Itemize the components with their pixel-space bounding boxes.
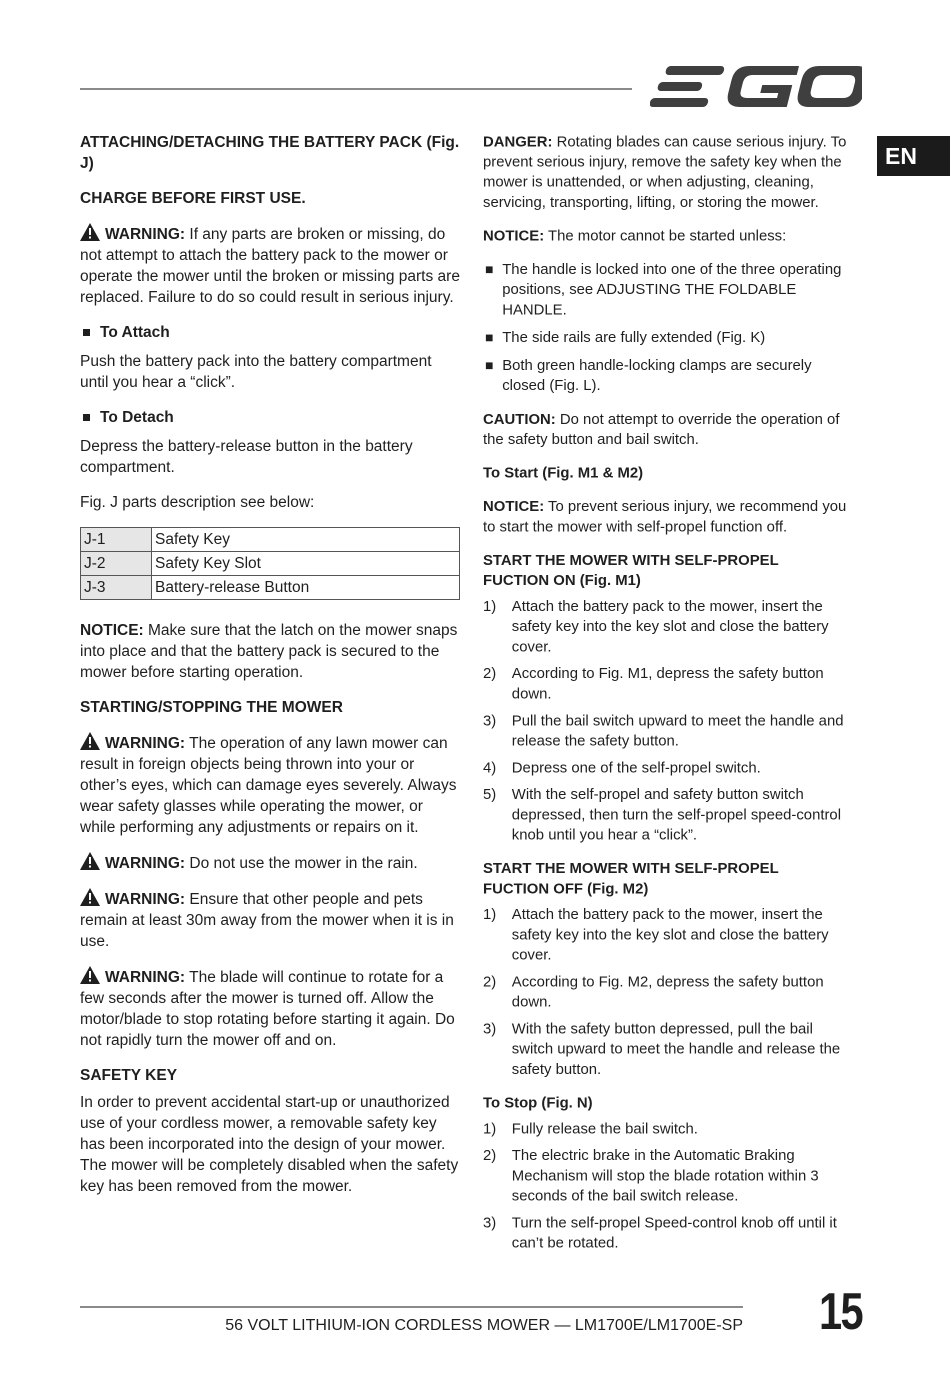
to-attach-heading: To Attach xyxy=(80,322,460,343)
danger-text: Rotating blades can cause serious injury. To prevent serious injury, remove the safety key when the mower is unattended, or when adjusting, cleaning, servicing, transporting, lifting, or storing the mower. xyxy=(483,133,847,211)
notice-label: NOTICE: xyxy=(80,622,144,639)
warning-label: WARNING: xyxy=(105,891,186,908)
list-item: 5) With the self-propel and safety button switch depressed, then turn the self-propel speed-control knob until you hear a “click”. xyxy=(483,786,842,844)
caution-label: CAUTION: xyxy=(483,411,556,428)
table-row xyxy=(81,576,460,600)
safety-key-text: In order to prevent accidental start-up or unauthorized use of your cordless mower, a removable safety key has been incorporated into the design of your mower. The mower will be completely disabled when the safety key has been removed from the mower. xyxy=(80,1094,459,1195)
caution-text: Do not attempt to override the operation of the safety button and bail switch. xyxy=(483,411,840,448)
warning-label: WARNING: xyxy=(105,969,186,986)
warning-broken-parts xyxy=(80,223,460,308)
list-item: 4) Depress one of the self-propel switch. xyxy=(483,759,761,777)
to-detach-text: Depress the battery-release button in the battery compartment. xyxy=(80,438,413,476)
list-item: 1) Attach the battery pack to the mower, insert the safety key into the key slot and close the battery cover. xyxy=(483,906,829,964)
starting-heading: STARTING/STOPPING THE MOWER xyxy=(80,699,343,716)
warning-text: If any parts are broken or missing, do not attempt to attach the battery pack to the mower or operate the mower until the broken or missing parts are replaced. Failure to do so could result in serious injury. xyxy=(80,226,460,306)
list-item: 2) According to Fig. M1, depress the safety button down. xyxy=(483,665,824,703)
part-code: J-1 xyxy=(81,528,152,552)
footer-rule xyxy=(80,1306,743,1308)
list-item: 3) With the safety button depressed, pull the bail switch upward to meet the handle and release the safety button. xyxy=(483,1020,841,1078)
header-rule xyxy=(80,88,632,90)
part-code: J-3 xyxy=(81,576,152,600)
warning-label: WARNING: xyxy=(105,735,186,752)
warning-label: WARNING: xyxy=(105,226,186,243)
list-item: 2) According to Fig. M2, depress the safety button down. xyxy=(483,973,824,1011)
warning-text: The operation of any lawn mower can result in foreign objects being thrown into your or other’s eyes, which can damage eyes severely. Always wear safety glasses while operating the mower, or while performing any adjustments or repairs on it. xyxy=(80,735,457,836)
list-item: The side rails are fully extended (Fig. K) xyxy=(483,328,848,348)
ego-logo xyxy=(650,62,862,112)
warning-icon xyxy=(80,888,100,906)
right-column xyxy=(483,132,848,1260)
caution-note xyxy=(483,409,848,449)
start-on-heading: START THE MOWER WITH SELF-PROPEL FUCTION ON (Fig. M1) xyxy=(483,552,779,589)
warning-text: Ensure that other people and pets remain at least 30m away from the mower when it is in use. xyxy=(80,891,454,950)
part-code: J-2 xyxy=(81,552,152,576)
parts-table xyxy=(80,527,460,600)
notice-self-propel xyxy=(483,497,848,537)
notice-label: NOTICE: xyxy=(483,228,545,245)
warning-eyes xyxy=(80,732,460,838)
warning-blade xyxy=(80,966,460,1051)
danger-label: DANGER: xyxy=(483,133,553,151)
notice-label: NOTICE: xyxy=(483,498,545,516)
to-detach-heading: To Detach xyxy=(80,407,460,428)
left-column xyxy=(80,132,460,1211)
warning-icon xyxy=(80,732,100,750)
list-item: The handle is locked into one of the three operating positions, see ADJUSTING THE FOLDABLE HANDLE. xyxy=(483,260,848,320)
warning-text: Do not use the mower in the rain. xyxy=(185,855,418,872)
list-item: 3) Pull the bail switch upward to meet the handle and release the safety button. xyxy=(483,712,844,750)
start-off-heading: START THE MOWER WITH SELF-PROPEL FUCTION OFF (Fig. M2) xyxy=(483,860,779,898)
footer-title: 56 VOLT LITHIUM-ION CORDLESS MOWER — LM1700E/LM1700E-SP xyxy=(225,1317,743,1334)
notice-text: To prevent serious injury, we recommend you to start the mower with self-propel function off. xyxy=(483,498,847,536)
part-desc: Battery-release Button xyxy=(152,576,460,600)
to-stop-heading: To Stop (Fig. N) xyxy=(483,1094,593,1112)
table-row xyxy=(81,528,460,552)
part-desc: Safety Key Slot xyxy=(152,552,460,576)
warning-label: WARNING: xyxy=(105,855,186,872)
fig-j-intro: Fig. J parts description see below: xyxy=(80,494,315,511)
warning-rain xyxy=(80,852,460,874)
list-item: Both green handle-locking clamps are securely closed (Fig. L). xyxy=(483,356,848,396)
warning-icon xyxy=(80,223,100,241)
to-start-heading: To Start (Fig. M1 & M2) xyxy=(483,465,644,482)
attach-heading: ATTACHING/DETACHING THE BATTERY PACK (Fig. J) xyxy=(80,134,460,172)
list-item: 1) Attach the battery pack to the mower, insert the safety key into the key slot and close the battery cover. xyxy=(483,598,829,656)
notice-motor xyxy=(483,226,848,246)
notice-text: Make sure that the latch on the mower snaps into place and that the battery pack is secured to the mower before starting operation. xyxy=(80,622,458,681)
list-item: 1) Fully release the bail switch. xyxy=(483,1120,698,1138)
to-attach-text: Push the battery pack into the battery compartment until you hear a “click”. xyxy=(80,353,432,391)
page-number: 15 xyxy=(819,1283,863,1341)
safety-key-heading: SAFETY KEY xyxy=(80,1067,178,1084)
charge-heading: CHARGE BEFORE FIRST USE. xyxy=(80,190,306,207)
warning-distance xyxy=(80,888,460,952)
part-desc: Safety Key xyxy=(152,528,460,552)
warning-text: The blade will continue to rotate for a few seconds after the mower is turned off. Allow the motor/blade to stop rotating before starting it again. Do not rapidly turn the mower off and on. xyxy=(80,969,455,1049)
list-item: 3) Turn the self-propel Speed-control knob off until it can’t be rotated. xyxy=(483,1214,837,1252)
notice-text: The motor cannot be started unless: xyxy=(544,228,787,245)
warning-icon xyxy=(80,966,100,984)
warning-icon xyxy=(80,852,100,870)
danger-note xyxy=(483,132,848,213)
language-tab[interactable]: EN xyxy=(877,136,950,176)
notice-latch xyxy=(80,620,460,683)
list-item: 2) The electric brake in the Automatic Braking Mechanism will stop the blade rotation within 3 seconds of the bail switch release. xyxy=(483,1147,819,1205)
table-row xyxy=(81,552,460,576)
